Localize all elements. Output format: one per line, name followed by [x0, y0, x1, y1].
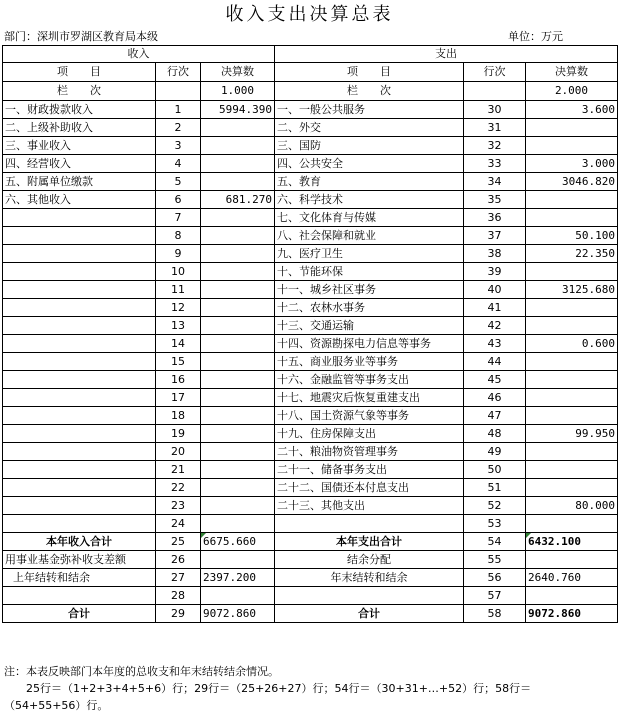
- income-col-blank: [156, 82, 201, 101]
- carryover-row: [3, 569, 618, 587]
- expense-amount: 3125.680: [526, 281, 618, 299]
- table-row: [3, 515, 618, 533]
- expense-item: [275, 515, 464, 533]
- expense-item-header: 项 目: [275, 63, 464, 82]
- income-amount: [201, 497, 275, 515]
- expense-row-number: 34: [464, 173, 526, 191]
- income-row-number: 13: [156, 317, 201, 335]
- income-expense-table: [2, 45, 618, 623]
- income-row-number: 26: [156, 551, 201, 569]
- expense-item: 四、公共安全: [275, 155, 464, 173]
- expense-row-number: 41: [464, 299, 526, 317]
- expense-amount: 3046.820: [526, 173, 618, 191]
- expense-item: 十四、资源勘探电力信息等事务: [275, 335, 464, 353]
- income-amount: [201, 119, 275, 137]
- income-item: [3, 353, 156, 371]
- expense-item: 十三、交通运输: [275, 317, 464, 335]
- income-amount: [201, 335, 275, 353]
- income-row-number: 15: [156, 353, 201, 371]
- income-row-number: 21: [156, 461, 201, 479]
- expense-row-number: 51: [464, 479, 526, 497]
- income-section-header: 收入: [3, 46, 275, 63]
- expense-row-number: 30: [464, 101, 526, 119]
- income-amount: [201, 353, 275, 371]
- income-col-label: 栏 次: [3, 82, 156, 101]
- income-row-number: 19: [156, 425, 201, 443]
- grand-total-row: [3, 605, 618, 623]
- expense-row-number: 52: [464, 497, 526, 515]
- blank-row: [3, 587, 618, 605]
- expense-amount: [526, 371, 618, 389]
- expense-item: 二十、粮油物资管理事务: [275, 443, 464, 461]
- expense-row-number: 31: [464, 119, 526, 137]
- income-amount: [201, 245, 275, 263]
- expense-item: 十八、国土资源气象等事务: [275, 407, 464, 425]
- income-amount: [201, 389, 275, 407]
- expense-item: 二、外交: [275, 119, 464, 137]
- expense-amount: 80.000: [526, 497, 618, 515]
- table-row: [3, 335, 618, 353]
- expense-amount: [526, 209, 618, 227]
- expense-amount: [526, 119, 618, 137]
- expense-row-number: 56: [464, 569, 526, 587]
- expense-row-number: 43: [464, 335, 526, 353]
- income-amount: [201, 209, 275, 227]
- income-item: 六、其他收入: [3, 191, 156, 209]
- income-amount: [201, 515, 275, 533]
- expense-rowno-header: 行次: [464, 63, 526, 82]
- expense-row-number: 54: [464, 533, 526, 551]
- expense-amount: 0.600: [526, 335, 618, 353]
- expense-amount: 3.000: [526, 155, 618, 173]
- income-amount: [201, 425, 275, 443]
- income-amount: 9072.860: [201, 605, 275, 623]
- income-item: [3, 371, 156, 389]
- expense-row-number: 36: [464, 209, 526, 227]
- expense-amount: [526, 353, 618, 371]
- expense-row-number: 58: [464, 605, 526, 623]
- expense-row-number: 47: [464, 407, 526, 425]
- income-amount: [201, 173, 275, 191]
- income-item: [3, 299, 156, 317]
- table-row: [3, 245, 618, 263]
- expense-amount: [526, 299, 618, 317]
- expense-amount: [526, 479, 618, 497]
- expense-item: 十、节能环保: [275, 263, 464, 281]
- expense-item: 五、教育: [275, 173, 464, 191]
- income-row-number: 22: [156, 479, 201, 497]
- expense-amount: [526, 407, 618, 425]
- expense-row-number: 37: [464, 227, 526, 245]
- table-row: [3, 497, 618, 515]
- income-item: [3, 461, 156, 479]
- expense-item: 八、社会保障和就业: [275, 227, 464, 245]
- table-row: [3, 263, 618, 281]
- expense-amount: 6432.100: [526, 533, 618, 551]
- income-item: [3, 263, 156, 281]
- expense-item: 十五、商业服务业等事务: [275, 353, 464, 371]
- expense-item: 十二、农林水事务: [275, 299, 464, 317]
- income-row-number: 6: [156, 191, 201, 209]
- income-amount: [201, 587, 275, 605]
- fund-balance-row: [3, 551, 618, 569]
- unit-label: 单位：万元: [508, 30, 563, 43]
- income-item: [3, 425, 156, 443]
- table-row: [3, 227, 618, 245]
- income-item: [3, 245, 156, 263]
- expense-item: 十七、地震灾后恢复重建支出: [275, 389, 464, 407]
- note-line: （54+55+56）行。: [4, 699, 109, 712]
- income-row-number: 28: [156, 587, 201, 605]
- income-row-number: 3: [156, 137, 201, 155]
- expense-row-number: 35: [464, 191, 526, 209]
- expense-item: 十六、金融监管等事务支出: [275, 371, 464, 389]
- income-item: 一、财政拨款收入: [3, 101, 156, 119]
- income-amount: [201, 443, 275, 461]
- expense-row-number: 55: [464, 551, 526, 569]
- expense-amount: [526, 317, 618, 335]
- expense-row-number: 33: [464, 155, 526, 173]
- expense-item: 结余分配: [275, 551, 464, 569]
- expense-item: 六、科学技术: [275, 191, 464, 209]
- income-amount: [201, 551, 275, 569]
- expense-item: 合计: [275, 605, 464, 623]
- expense-col-blank: [464, 82, 526, 101]
- income-amount: [201, 407, 275, 425]
- income-amount: 2397.200: [201, 569, 275, 587]
- income-item: [3, 335, 156, 353]
- expense-amount: [526, 551, 618, 569]
- income-row-number: 10: [156, 263, 201, 281]
- note-line: 25行＝（1+2+3+4+5+6）行；29行＝（25+26+27）行；54行＝（30+31+…+52）行；58行＝: [4, 682, 532, 695]
- income-item: 本年收入合计: [3, 533, 156, 551]
- expense-row-number: 53: [464, 515, 526, 533]
- expense-item: 二十一、储备事务支出: [275, 461, 464, 479]
- expense-row-number: 40: [464, 281, 526, 299]
- expense-item: 年末结转和结余: [275, 569, 464, 587]
- table-row: [3, 101, 618, 119]
- expense-col-label: 栏 次: [275, 82, 464, 101]
- table-row: [3, 155, 618, 173]
- income-row-number: 23: [156, 497, 201, 515]
- table-row: [3, 317, 618, 335]
- table-row: [3, 173, 618, 191]
- expense-amount: 3.600: [526, 101, 618, 119]
- expense-amount: 22.350: [526, 245, 618, 263]
- income-amount: [201, 263, 275, 281]
- income-amount: [201, 137, 275, 155]
- expense-amount: [526, 389, 618, 407]
- expense-row-number: 57: [464, 587, 526, 605]
- income-item: [3, 227, 156, 245]
- income-amount: [201, 227, 275, 245]
- department-label: 部门：深圳市罗湖区教育局本级: [4, 30, 158, 43]
- income-row-number: 12: [156, 299, 201, 317]
- income-row-number: 24: [156, 515, 201, 533]
- income-amount: 681.270: [201, 191, 275, 209]
- income-item: [3, 515, 156, 533]
- income-item: [3, 443, 156, 461]
- expense-row-number: 48: [464, 425, 526, 443]
- income-row-number: 11: [156, 281, 201, 299]
- income-item: [3, 497, 156, 515]
- expense-amount: 50.100: [526, 227, 618, 245]
- expense-amount: [526, 443, 618, 461]
- income-row-number: 27: [156, 569, 201, 587]
- income-row-number: 29: [156, 605, 201, 623]
- income-amount: [201, 299, 275, 317]
- income-row-number: 1: [156, 101, 201, 119]
- income-item: 二、上级补助收入: [3, 119, 156, 137]
- expense-row-number: 38: [464, 245, 526, 263]
- income-row-number: 25: [156, 533, 201, 551]
- income-row-number: 2: [156, 119, 201, 137]
- table-row: [3, 353, 618, 371]
- expense-row-number: 42: [464, 317, 526, 335]
- income-item: 用事业基金弥补收支差额: [3, 551, 156, 569]
- expense-row-number: 46: [464, 389, 526, 407]
- expense-item: 十一、城乡社区事务: [275, 281, 464, 299]
- income-rowno-header: 行次: [156, 63, 201, 82]
- expense-row-number: 39: [464, 263, 526, 281]
- income-item: [3, 587, 156, 605]
- expense-row-number: 45: [464, 371, 526, 389]
- income-row-number: 14: [156, 335, 201, 353]
- expense-item: [275, 587, 464, 605]
- table-row: [3, 407, 618, 425]
- income-amount: [201, 281, 275, 299]
- table-row: [3, 461, 618, 479]
- expense-amount: [526, 587, 618, 605]
- income-item: 五、附属单位缴款: [3, 173, 156, 191]
- income-row-number: 4: [156, 155, 201, 173]
- income-amount: 5994.390: [201, 101, 275, 119]
- expense-row-number: 32: [464, 137, 526, 155]
- income-row-number: 18: [156, 407, 201, 425]
- income-row-number: 9: [156, 245, 201, 263]
- income-col-value: 1.000: [201, 82, 275, 101]
- expense-amount: 9072.860: [526, 605, 618, 623]
- income-row-number: 7: [156, 209, 201, 227]
- table-row: [3, 299, 618, 317]
- table-row: [3, 209, 618, 227]
- table-row: [3, 191, 618, 209]
- income-amount: [201, 371, 275, 389]
- expense-col-value: 2.000: [526, 82, 618, 101]
- table-row: [3, 479, 618, 497]
- income-row-number: 8: [156, 227, 201, 245]
- income-amount-header: 决算数: [201, 63, 275, 82]
- income-row-number: 16: [156, 371, 201, 389]
- income-total-row: [3, 533, 618, 551]
- table-row: [3, 137, 618, 155]
- expense-amount: [526, 263, 618, 281]
- expense-item: 一、一般公共服务: [275, 101, 464, 119]
- income-row-number: 17: [156, 389, 201, 407]
- expense-amount: 2640.760: [526, 569, 618, 587]
- income-amount: [201, 155, 275, 173]
- income-item: 合计: [3, 605, 156, 623]
- expense-amount: [526, 191, 618, 209]
- notes: [4, 663, 616, 714]
- income-item: [3, 209, 156, 227]
- expense-item: 七、文化体育与传媒: [275, 209, 464, 227]
- report-title: 收入支出决算总表: [225, 4, 394, 25]
- expense-amount: [526, 137, 618, 155]
- income-amount: 6675.660: [201, 533, 275, 551]
- income-item: [3, 479, 156, 497]
- expense-item: 二十三、其他支出: [275, 497, 464, 515]
- income-item: [3, 389, 156, 407]
- income-item: 上年结转和结余: [3, 569, 156, 587]
- table-row: [3, 119, 618, 137]
- expense-row-number: 44: [464, 353, 526, 371]
- note-line: 注：本表反映部门本年度的总收支和年末结转结余情况。: [4, 665, 279, 678]
- income-amount: [201, 479, 275, 497]
- expense-amount-header: 决算数: [526, 63, 618, 82]
- income-item: [3, 317, 156, 335]
- expense-row-number: 50: [464, 461, 526, 479]
- income-item-header: 项 目: [3, 63, 156, 82]
- income-item: [3, 281, 156, 299]
- income-item: [3, 407, 156, 425]
- expense-amount: 99.950: [526, 425, 618, 443]
- table-row: [3, 425, 618, 443]
- expense-row-number: 49: [464, 443, 526, 461]
- expense-amount: [526, 461, 618, 479]
- table-row: [3, 443, 618, 461]
- income-row-number: 20: [156, 443, 201, 461]
- expense-section-header: 支出: [275, 46, 618, 63]
- income-item: 三、事业收入: [3, 137, 156, 155]
- income-amount: [201, 461, 275, 479]
- income-row-number: 5: [156, 173, 201, 191]
- income-amount: [201, 317, 275, 335]
- table-row: [3, 371, 618, 389]
- expense-item: 三、国防: [275, 137, 464, 155]
- income-item: 四、经营收入: [3, 155, 156, 173]
- expense-item: 本年支出合计: [275, 533, 464, 551]
- expense-amount: [526, 515, 618, 533]
- table-row: [3, 389, 618, 407]
- expense-item: 二十二、国债还本付息支出: [275, 479, 464, 497]
- table-row: [3, 281, 618, 299]
- expense-item: 十九、住房保障支出: [275, 425, 464, 443]
- expense-item: 九、医疗卫生: [275, 245, 464, 263]
